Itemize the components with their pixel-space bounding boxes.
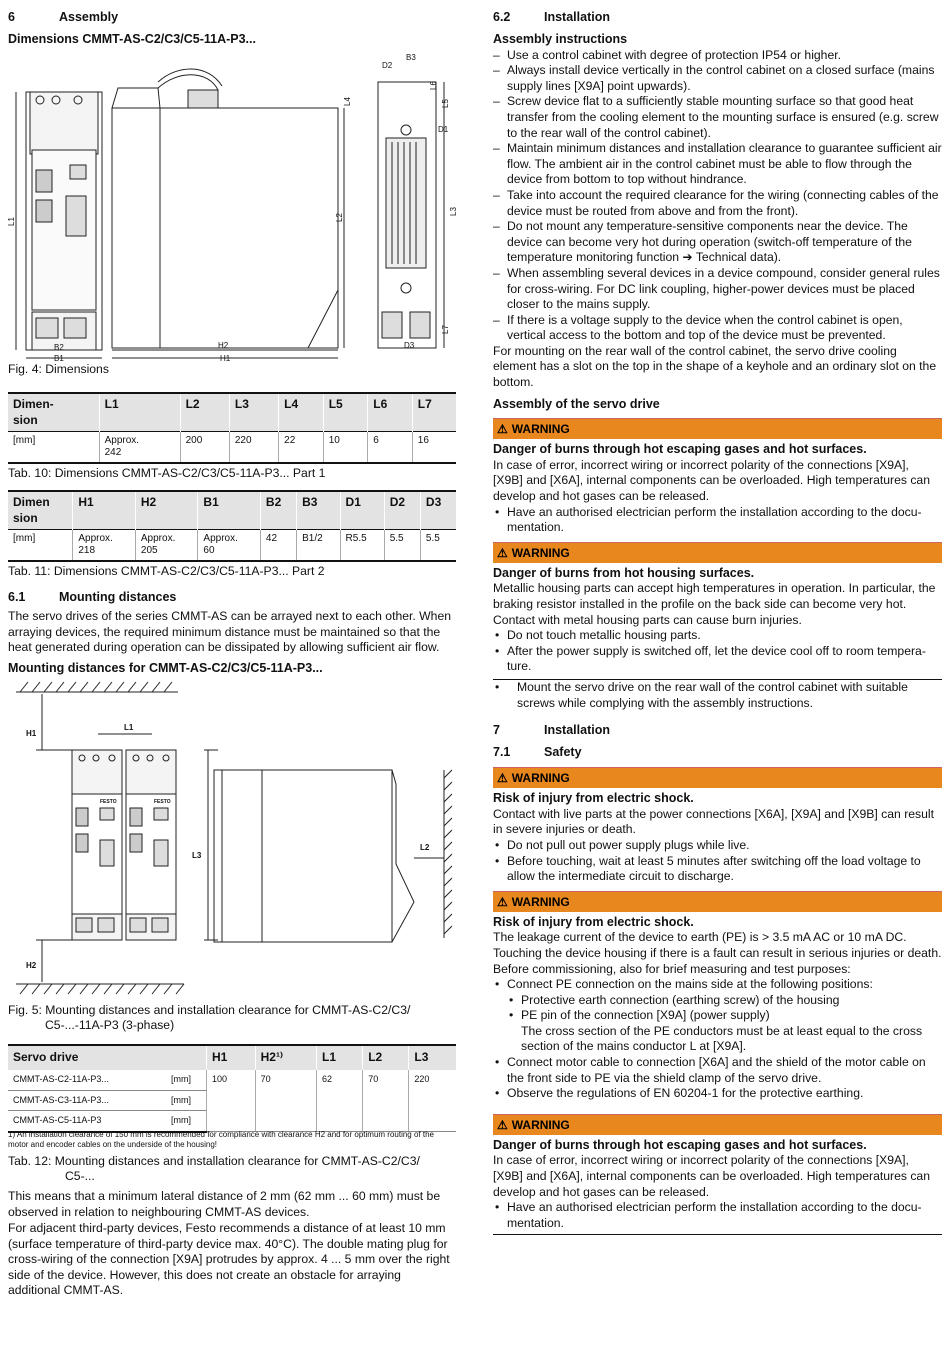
mount-instruction: • Mount the servo drive on the rear wall of the control cabinet with suitable screws while complying with the assembly instructions. — [495, 679, 908, 710]
subsection-title: Safety — [544, 745, 582, 760]
table10-cell: 10 — [323, 432, 368, 464]
value-l3: 220 — [409, 1070, 456, 1132]
warning-banner — [493, 891, 942, 912]
warning-bullet: • Have an authorised electrician perform the installation according to the docu-mentation. — [493, 505, 942, 536]
table10-cell: [mm] — [8, 432, 99, 464]
table12-header: H2¹⁾ — [255, 1045, 316, 1070]
svg-text:D2: D2 — [382, 61, 393, 70]
table10 — [8, 392, 456, 464]
unit: [mm] — [171, 1074, 191, 1084]
table12-row — [8, 1111, 207, 1132]
subsection-title: Installation — [544, 10, 610, 24]
svg-text:L2: L2 — [420, 843, 430, 852]
warning-label: WARNING — [511, 545, 570, 560]
svg-text:B3: B3 — [406, 53, 416, 62]
warning-bullet: • Do not touch metallic housing parts. — [493, 628, 942, 644]
svg-text:L1: L1 — [7, 217, 16, 226]
svg-text:H2: H2 — [26, 961, 37, 970]
warning-subbullet: • PE pin of the connection [X9A] (power supply) — [493, 1008, 942, 1024]
table11-cell: Approx. 218 — [73, 530, 136, 562]
warning-label: WARNING — [511, 1117, 570, 1132]
warning-icon: ⚠ — [497, 545, 508, 560]
figure5-caption-line2: C5-...-11A-P3 (3-phase) — [45, 1018, 175, 1032]
table12-footnote: 1) An installation clearance of 150 mm is recommended for compliance with clearance H2 and for optimum routing of the motor and encoder cables on the underside of the housing! — [8, 1130, 434, 1149]
warning-subbullet: • Protective earth connection (earthing screw) of the housing — [493, 993, 942, 1009]
drive-name: CMMT-AS-C3-11A-P3... — [13, 1094, 109, 1105]
svg-text:H1: H1 — [220, 354, 231, 363]
table10-header: L7 — [412, 393, 456, 432]
warning-text: Before commissioning, also for brief measuring and test purposes: — [493, 961, 851, 976]
dimensions-drawing — [8, 50, 456, 362]
warning-label: WARNING — [511, 771, 570, 786]
svg-text:FESTO: FESTO — [154, 799, 171, 805]
warning-icon: ⚠ — [497, 771, 508, 786]
svg-text:L3: L3 — [192, 851, 202, 860]
table11-cell: Approx. 60 — [198, 530, 261, 562]
table12-row — [8, 1070, 207, 1090]
section-title: Assembly — [59, 10, 119, 24]
warning-banner — [493, 542, 942, 563]
svg-text:D3: D3 — [404, 341, 415, 350]
subsection-title: Mounting distances — [59, 590, 177, 604]
table10-header: L6 — [368, 393, 413, 432]
warning-bullet: • After the power supply is switched off, let the device cool off to room tempera-ture. — [493, 644, 942, 675]
table12 — [8, 1044, 456, 1133]
instruction-item: – Do not mount any temperature-sensitive components near the device. The device can become very hot during operation (switch-off temperature of the temperature monitoring function ➔ Technical data). — [493, 219, 942, 266]
svg-text:H1: H1 — [26, 729, 37, 738]
value-h2: 70 — [255, 1070, 316, 1132]
instruction-item: – If there is a voltage supply to the device when the control cabinet is open, vertical access to the bottom and top of the device must be prevented. — [493, 313, 942, 344]
table12-header: Servo drive — [8, 1045, 207, 1070]
servo-assembly-heading: Assembly of the servo drive — [493, 396, 660, 411]
mounting-distances-drawing — [8, 678, 456, 1003]
figure4-caption: Fig. 4: Dimensions — [8, 362, 109, 376]
warning-title: Danger of burns from hot housing surfaces. — [493, 565, 755, 580]
warning-bullet: • Observe the regulations of EN 60204-1 for the protective earthing. — [493, 1086, 942, 1102]
svg-text:L4: L4 — [343, 97, 352, 106]
table10-header: L5 — [323, 393, 368, 432]
warning-icon: ⚠ — [497, 422, 508, 437]
table12-header: L1 — [317, 1045, 363, 1070]
table12-caption: Tab. 12: Mounting distances and installation clearance for CMMT-AS-C2/C3/ — [8, 1154, 420, 1168]
drive-name: CMMT-AS-C2-11A-P3... — [13, 1074, 109, 1084]
unit: [mm] — [171, 1115, 191, 1126]
table11-header: H2 — [135, 491, 198, 530]
table10-cell: 200 — [180, 432, 229, 464]
table11-header: H1 — [73, 491, 136, 530]
warning-label: WARNING — [511, 894, 570, 909]
table11-header: D1 — [340, 491, 384, 530]
mounting-paragraph: The servo drives of the series CMMT-AS can be arrayed next to each other. When arraying devices, the required minimum distance must be maintained so that the heat generated during operation can be dissipated by allowing sufficient air flow. — [8, 609, 452, 655]
table10-cell: 220 — [229, 432, 278, 464]
instruction-item: – Maintain minimum distances and installation clearance to guarantee sufficient air flow. The ambient air in the control cabinet must be able to flow through the device from bottom to top without hindrance. — [493, 141, 942, 188]
warning-title: Danger of burns through hot escaping gases and hot surfaces. — [493, 1137, 867, 1152]
warning-bullet: • Do not pull out power supply plugs while live. — [493, 838, 942, 854]
svg-text:B2: B2 — [54, 343, 64, 352]
table11-header: D2 — [384, 491, 420, 530]
clearance-paragraph: This means that a minimum lateral distance of 2 mm (62 mm ... 60 mm) must be observed in relation to neighbouring CMMT-AS devices. — [8, 1189, 441, 1219]
mount-instruction-text: Mount the servo drive on the rear wall of the control cabinet with suitable screws while complying with the assembly instructions. — [517, 679, 908, 710]
table12-row — [8, 1090, 207, 1111]
table11-header: Dimen sion — [8, 491, 73, 530]
svg-text:D1: D1 — [438, 125, 449, 134]
value-l1: 62 — [317, 1070, 363, 1132]
value-l2: 70 — [363, 1070, 409, 1132]
warning-text: In case of error, incorrect wiring or incorrect polarity of the connections [X9A], [X9B] and [X6A], internal components can be overloaded. High temperatures can develop and hot gases can be released. — [493, 457, 930, 504]
table11-header: D3 — [420, 491, 456, 530]
warning-text: In case of error, incorrect wiring or incorrect polarity of the connections [X9A], [X9B] and [X6A], internal components can be overloaded. High temperatures can develop and hot gases can be released. — [493, 1153, 930, 1199]
figure5-caption: Fig. 5: Mounting distances and installation clearance for CMMT-AS-C2/C3/ — [8, 1003, 411, 1017]
table11-header: B2 — [260, 491, 296, 530]
warning-icon: ⚠ — [497, 894, 508, 909]
warning-banner — [493, 1114, 942, 1135]
warning-label: WARNING — [511, 422, 570, 437]
table11-header: B1 — [198, 491, 261, 530]
table10-header: Dimen- sion — [8, 393, 99, 432]
svg-text:L6: L6 — [429, 81, 438, 90]
warning-text: Contact with live parts at the power connections [X6A], [X9A] and [X9B] can result in severe injuries or death. — [493, 806, 935, 837]
table11-cell: 5.5 — [420, 530, 456, 562]
installation-flow — [493, 32, 942, 1235]
table10-header: L1 — [99, 393, 180, 432]
table11-header: B3 — [297, 491, 340, 530]
table10-cell: Approx. 242 — [99, 432, 180, 464]
table11-cell: 5.5 — [384, 530, 420, 562]
table10-header: L3 — [229, 393, 278, 432]
table10-cell: 22 — [279, 432, 324, 464]
svg-text:L2: L2 — [335, 213, 344, 222]
instruction-item: – Screw device flat to a sufficiently stable mounting surface so that good heat transfer from the cooling element to the mounting surface is ensured (e.g. screw to the rear wall of the control cabinet). — [493, 94, 942, 141]
svg-text:H2: H2 — [218, 341, 229, 350]
table11-cell: 42 — [260, 530, 296, 562]
dimensions-heading: Dimensions CMMT-AS-C2/C3/C5-11A-P3... — [8, 32, 256, 46]
instruction-item: – Always install device vertically in the control cabinet on a closed surface (mains supply lines [X9A] point upwards). — [493, 63, 942, 94]
warning-text: The leakage current of the device to earth (PE) is > 3.5 mA AC or 10 mA DC. Touching the device housing if there is a fault can result in serious injuries or death. — [493, 930, 942, 960]
table10-header: L4 — [279, 393, 324, 432]
third-party-paragraph: For adjacent third-party devices, Festo recommends a distance of at least 10 mm (surface temperature of third-party device max. 40°C). The double mating plug for cross-wiring of the connection [X9A] protrudes by approx. 4 ... 5 mm over the right side of the device. However, this does not create an obstacle for arraying additional CMMT-AS. — [8, 1221, 450, 1298]
section-number: 7 — [493, 723, 500, 738]
warning-title: Danger of burns through hot escaping gases and hot surfaces. — [493, 442, 867, 457]
table12-header: L2 — [363, 1045, 409, 1070]
warning-subnote: The cross section of the PE conductors must be at least equal to the cross section of the mains conductor L at [X9A]. — [521, 1023, 923, 1054]
table11-cell: B1/2 — [297, 530, 340, 562]
table12-header: L3 — [409, 1045, 456, 1070]
warning-bullet: • Connect motor cable to connection [X6A] and the shield of the motor cable on the front side to PE via the shield clamp of the servo drive. — [493, 1055, 942, 1086]
section-number: 6 — [8, 10, 15, 24]
warning-bullet: • Connect PE connection on the mains side at the following positions: — [493, 977, 942, 993]
svg-text:L5: L5 — [441, 99, 450, 108]
table10-cell: 6 — [368, 432, 413, 464]
warning-text: Metallic housing parts can accept high temperatures in operation. In particular, the braking resistor installed in the profile on the back side can become very hot. Contact with metal housing parts can cause burn injuries. — [493, 581, 936, 627]
assembly-instructions-heading: Assembly instructions — [493, 32, 628, 46]
table11 — [8, 490, 456, 562]
subsection-number: 6.2 — [493, 10, 511, 24]
mounting-note: For mounting on the rear wall of the control cabinet, the servo drive cooling element has a slot on the top in the shape of a keyhole and an ordinary slot on the bottom. — [493, 343, 937, 390]
table12-header: H1 — [207, 1045, 256, 1070]
instruction-item: – When assembling several devices in a device compound, consider general rules for cross-wiring. For DC link coupling, higher-power devices must be placed closer to the mains supply. — [493, 266, 942, 313]
table10-cell: 16 — [412, 432, 456, 464]
instruction-item: – Take into account the required clearance for the wiring (connecting cables of the device must be routed from above and from the front). — [493, 188, 942, 219]
table11-cell: [mm] — [8, 530, 73, 562]
value-h1: 100 — [207, 1070, 256, 1132]
table11-caption: Tab. 11: Dimensions CMMT-AS-C2/C3/C5-11A-P3... Part 2 — [8, 564, 325, 578]
table12-caption-line2: C5-... — [65, 1169, 95, 1183]
warning-icon: ⚠ — [497, 1117, 508, 1132]
subsection-number: 7.1 — [493, 745, 511, 760]
table11-cell: R5.5 — [340, 530, 384, 562]
section71-heading — [493, 745, 942, 761]
table10-header: L2 — [180, 393, 229, 432]
warning-title: Risk of injury from electric shock. — [493, 791, 694, 806]
unit: [mm] — [171, 1094, 191, 1105]
table11-cell: Approx. 205 — [135, 530, 198, 562]
warning-title: Risk of injury from electric shock. — [493, 914, 694, 929]
section7-heading — [493, 723, 942, 739]
warning-banner — [493, 767, 942, 788]
mounting-heading: Mounting distances for CMMT-AS-C2/C3/C5-11A-P3... — [8, 661, 323, 675]
instruction-item: – Use a control cabinet with degree of protection IP54 or higher. — [493, 48, 942, 64]
svg-text:L7: L7 — [441, 325, 450, 334]
svg-text:L1: L1 — [124, 723, 134, 732]
section-title: Installation — [544, 723, 610, 738]
svg-text:L3: L3 — [449, 207, 458, 216]
warning-bullet: • Have an authorised electrician perform the installation according to the docu-mentation. — [493, 1200, 942, 1231]
subsection-number: 6.1 — [8, 590, 26, 604]
svg-text:FESTO: FESTO — [100, 799, 117, 805]
table10-caption: Tab. 10: Dimensions CMMT-AS-C2/C3/C5-11A-P3... Part 1 — [8, 466, 326, 480]
svg-text:B1: B1 — [54, 354, 64, 363]
drive-name: CMMT-AS-C5-11A-P3 — [13, 1115, 102, 1126]
warning-bullet: • Before touching, wait at least 5 minutes after switching off the load voltage to allow the intermediate circuit to discharge. — [493, 854, 942, 885]
warning-banner — [493, 418, 942, 439]
